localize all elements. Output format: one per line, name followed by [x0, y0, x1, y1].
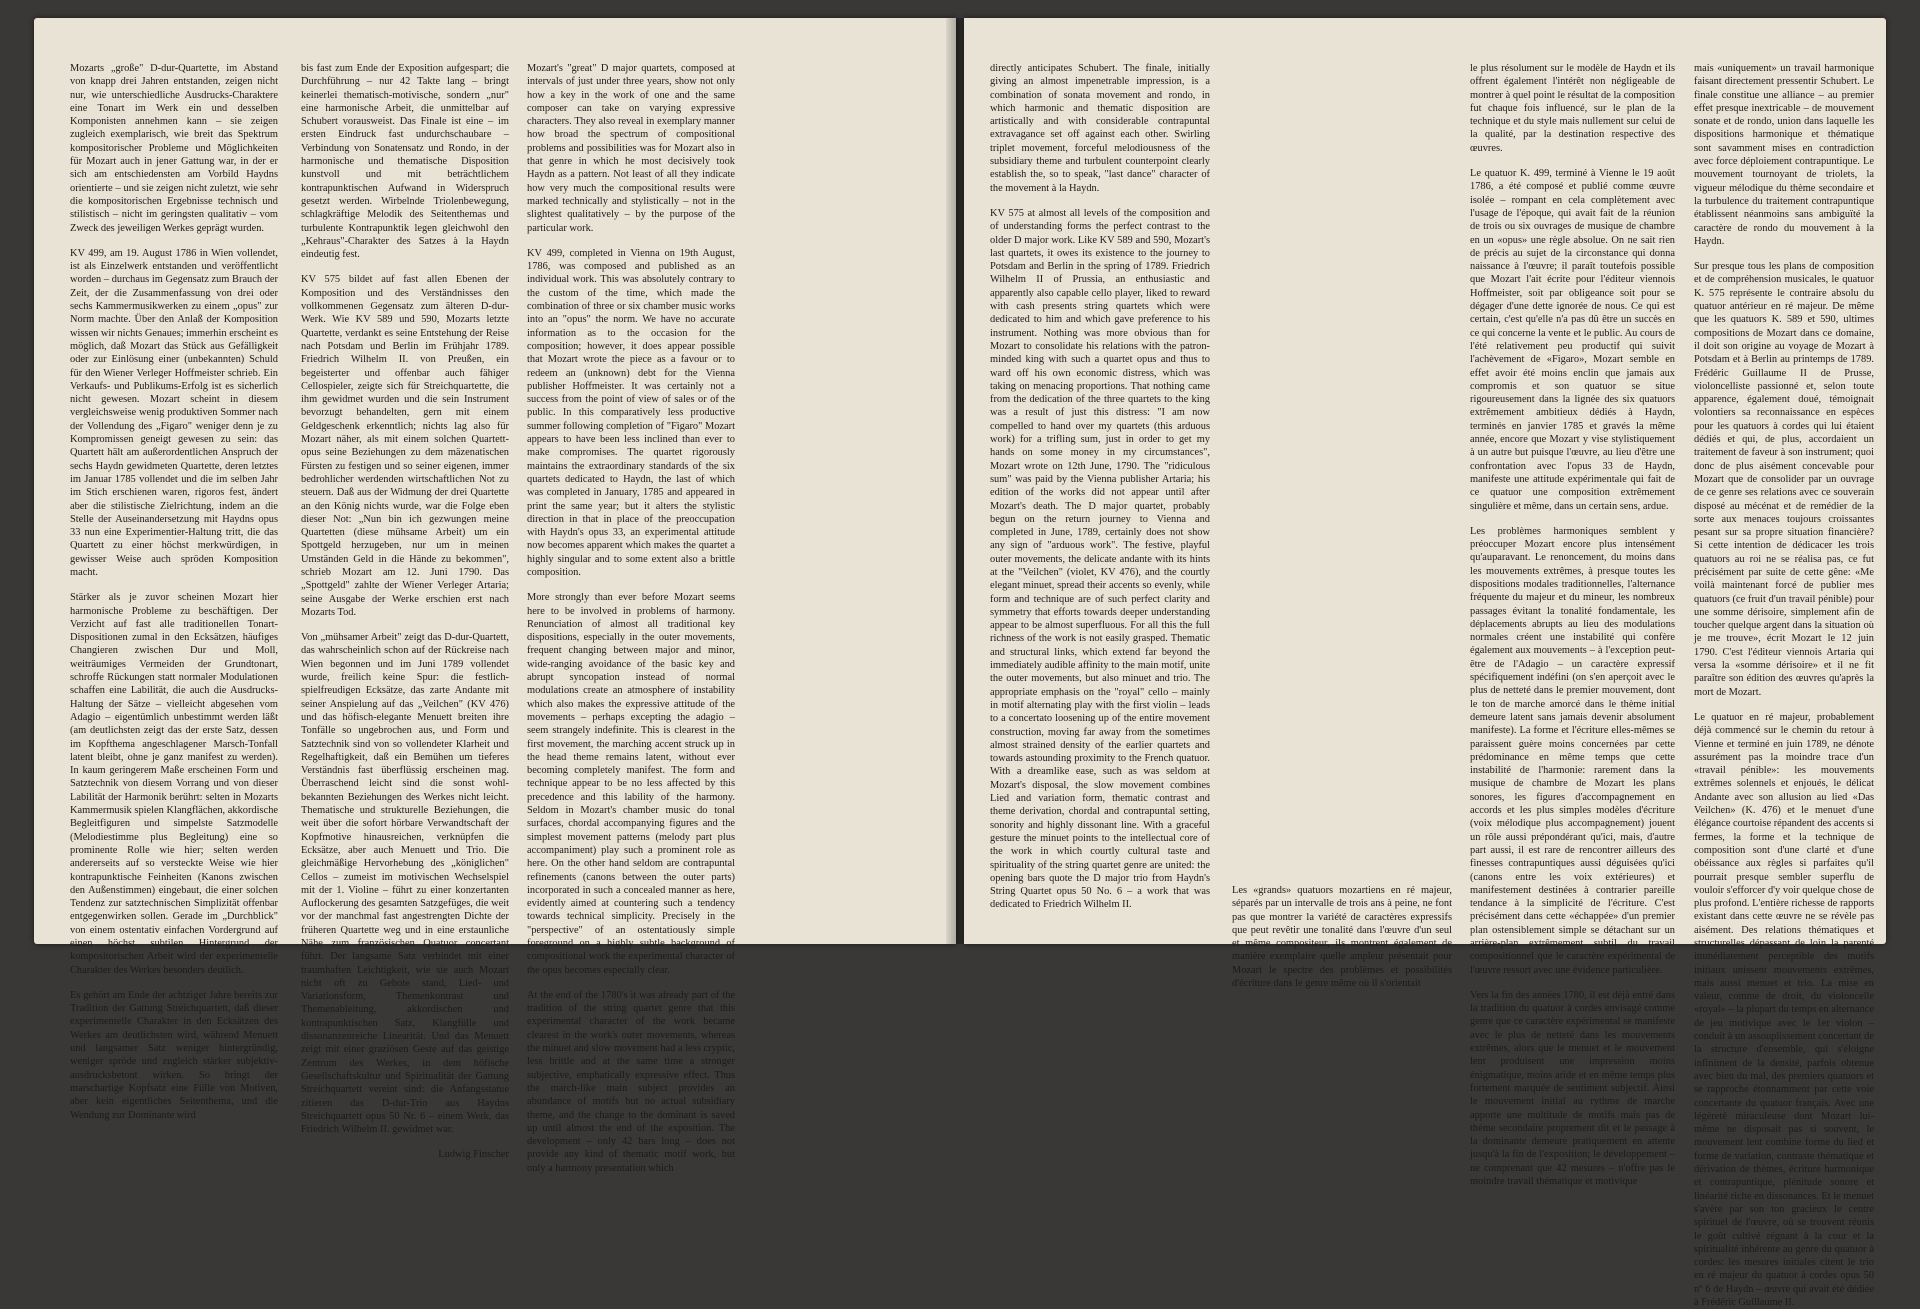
paragraph: directly anticipates Schubert. The finale, initially giving an almost impenetrable impression, is a combination of sonata movement and rondo, in which harmonic and thematic disposition are artistically and with considerable contrapuntal extravagance set off against each other. Swirling triplet movement, forceful melodiousness of the subsidiary theme and turbulent counterpoint clearly establish the, so to speak, "last dance" character of the movement à la Haydn.: [990, 63, 1210, 194]
paragraph: mais «uniquement» un travail harmonique faisant directement pressentir Schubert. Le finale constitue une alliance – au premier effet presque inextricable – de mouvement sonate et de rondo, union dans laquelle les dispositions harmonique et thématique sont savamment mises en contradiction avec force déploiement contrapuntique. Le mouvement tournoyant de triolets, la vigueur mélodique du thème secondaire et la turbulence du traitement contrapuntique établissent néanmoins sans ambiguïté la caractère de rondo du mouvement à la Haydn.: [1694, 63, 1874, 247]
paragraph: Von „mühsamer Arbeit" zeigt das D-dur-Quartett, das wahrscheinlich schon auf der Rückreise nach Wien begonnen und im Juni 1789 vollendet wurde, freilich keine Spur: die festlich-spielfreudigen Ecksätze, das zarte Andante mit seiner Anspielung auf das „Veilchen" (KV 476) und das höfisch-elegante Menuett breiten ihre Tonfälle so ungebrochen aus, und Form und Satztechnik sind von so vollendeter Klarheit und Regelhaftigkeit, daß ein Bemühen um tieferes Verständnis fast überflüssig erscheinen mag. Überraschend leicht sind die sonst wohl-bekannten Beziehungen des Werkes nicht leicht. Thematische und strukturelle Beziehungen, die weit über die sofort hörbare Verwandtschaft der Kopfmotive hinausreichen, verknüpfen die Ecksätze, aber auch Menuett und Trio. Die gleichmäßige Hervorhebung des „königlichen" Cellos – zumeist im motivischen Wechselspiel mit der 1. Violine – führt zu einer konzertanten Auflockerung des gesamten Satzgefüges, die weit vor der manchmal fast angestrengten Dichte der früheren Quartette weg und in eine erstaunliche Nähe zum französischen Quatuor concertant führt. Der langsame Satz verbindet mit einer traumhaften Leichtigkeit, wie sie auch Mozart nicht oft zu Gebote stand, Lied- und Variationsform, Themenkontrast und Themenableitung, akkordischen und kontrapunktischen Satz, Klangfülle und dissonanzenreiche Linearität. Und das Menuett zeigt mit einer graziösen Geste auf das geistige Zentrum des Werkes, in dem höfische Gesellschaftskultur und Spiritualität der Gattung Streichquartett vereint sind: die Anfangsstatue zitieren das D-dur-Trio aus Haydns Streichquartett opus 50 Nr. 6 – einem Werk, das Friedrich Wilhelm II. gewidmet war.: [301, 632, 509, 1136]
french-column-2: [1470, 62, 1675, 1188]
french-column-3: [1694, 62, 1874, 1309]
paragraph: Es gehört am Ende der achtziger Jahre bereits zur Tradition der Gattung Streichquartett, daß dieser experimentelle Charakter in den Ecksätzen des Werkes am deutlichsten wird, während Menuett und langsamer Satz weniger hintergründig, weniger spröde und zugleich stärker subjektiv-ausdrucksbetont wirken. So bringt der marschartige Kopfsatz eine Fülle von Motiven, aber kein eigentliches Seitenthema, und die Wendung zur Dominante wird: [70, 989, 278, 1121]
english-column-2: [990, 62, 1210, 930]
paragraph: KV 499, completed in Vienna on 19th August, 1786, was composed and published as an individual work. This was absolutely contrary to the custom of the time, which made the combination of three or six chamber music works into an "opus" the norm. We have no accurate information as to the occasion for the composition; however, it does appear possible that Mozart wrote the piece as a favour or to redeem an (unknown) debt for the Vienna publisher Hoffmeister. It was certainly not a success from the point of view of sales or of the public. In this comparatively less productive summer following completion of "Figaro" Mozart appears to have been less inclined than ever to make compromises. The quartet rigorously maintains the extraordinary standards of the six quartets dedicated to Haydn, the last of which was completed in January, 1785 and appeared in print the same year; but it alters the stylistic direction in that in place of the preoccupation with Haydn's opus 33, an experimental attitude now becomes apparent which makes the quartet a highly singular and to some extent also a brittle composition.: [527, 247, 735, 578]
german-column-2: [301, 62, 509, 1161]
paragraph: Mozart's "great" D major quartets, composed at intervals of just under three years, show not only how a key in the work of one and the same composer can take on varying expressive characters. They also reveal in exemplary manner how broad the spectrum of compositional problems and possibilities was for Mozart also in that genre in which he most decisively took Haydn as a pattern. Not least of all they indicate how very much the compositional results were marked technically and stylistically – not in the slightest qualitatively – by the purpose of the particular work.: [527, 63, 735, 234]
column-spacer: [1232, 62, 1452, 884]
french-column-1: [1232, 62, 1452, 990]
paragraph: KV 499, am 19. August 1786 in Wien vollendet, ist als Einzelwerk entstanden und veröffentlicht worden – durchaus im Gegensatz zum Brauch der Zeit, der die Zusammenfassung von drei oder sechs Kammermusikwerken zu einem „opus" zur Norm machte. Über den Anlaß der Komposition wissen wir nichts Genaues; immerhin erscheint es möglich, daß Mozart das Stück aus Gefälligkeit oder zur Einlösung einer (unbekannten) Schuld für den Wiener Verleger Hoffmeister schrieb. Ein Verkaufs- und Publikums-Erfolg ist es sicherlich nicht gewesen. Mozart scheint in diesem vergleichsweise wenig produktiven Sommer nach der Vollendung des „Figaro" weniger denn je zu Kompromissen geneigt gewesen zu sein: das Quartett hält am außerordentlichen Anspruch der sechs Haydn gewidmeten Quartette, deren letztes im Januar 1785 vollendet und die im selben Jahr im Stich erschienen waren, rigoros fest, ändert aber die stilistische Zielrichtung, indem an die Stelle der Auseinandersetzung mit Haydns opus 33 nun eine Experimentier-Haltung tritt, die das Quartett zu einer höchst merkwürdigen, in gewisser Weise auch spröden Komposition macht.: [70, 247, 278, 578]
paragraph: KV 575 at almost all levels of the composition and of understanding forms the perfect contrast to the older D major work. Like KV 589 and 590, Mozart's last quartets, it owes its existence to the journey to Potsdam and Berlin in the spring of 1789. Friedrich Wilhelm II of Prussia, an enthusiastic and apparently also capable cello player, liked to reward with cash presents string quartets which were dedicated to him and which gave preference to his instrument. Nothing was more obvious than for Mozart to consolidate his relations with the patron-minded king with such a quartet opus and thus to ward off his own economic distress, which was taking on menacing proportions. That nothing came from the dedication of the three quartets to the king was a result of just this distress: "I am now compelled to hand over my quartets (this arduous work) for a trifling sum, just in order to get my hands on some money in my circumstances", Mozart wrote on 12th June, 1790. The "ridiculous sum" was paid by the Vienna publisher Artaria; his edition of the works did not appear until after Mozart's death. The D major quartet, probably begun on the return journey to Vienna and completed in June, 1789, certainly does not show any sign of "arduous work". The festive, playful outer movements, the delicate andante with its hints at the "Veilchen" (violet, KV 476), and the courtly elegant minuet, spread their accents so evenly, while form and technique are of such perfect clarity and symmetry that efforts towards deeper understanding appear to be almost superfluous. For all this the full richness of the work is not easily grasped. Thematic and structural links, which extend far beyond the immediately audible affinity to the main motif, unite the outer movements, but also minuet and trio. The appropriate emphasis on the "royal" cello – mainly in motif alternating play with the first violin – leads to a concertato loosening up of the entire movement construction, moving far away from the sometimes almost strained density of the earlier quartets and towards astounding proximity to the French quatuor. With a dreamlike ease, such as was seldom at Mozart's disposal, the slow movement combines Lied and variation form, thematic contrast and theme derivation, chordal and contrapuntal setting, sonority and highly dissonant line. With a graceful gesture the minuet points to the intellectual core of the work in which courtly cultural taste and spirituality of the string quartet genre are united: the opening bars quote the D major trio from Haydn's String Quartet opus 50 No. 6 – a work that was dedicated to Friedrich Wilhelm II.: [990, 207, 1210, 911]
paragraph: More strongly than ever before Mozart seems here to be involved in problems of harmony. Renunciation of almost all traditional key dispositions, especially in the outer movements, frequent changing between major and minor, wide-ranging avoidance of the basic key and abrupt syncopation instead of normal modulations create an atmosphere of instability which also makes the expressive attitude of the movements – perhaps excepting the adagio – seem strangely indefinite. This is clearest in the first movement, the marching accent struck up in the head theme remains latent, without ever becoming completely manifest. The form and technique appear to be no less affected by this precedence and this lability of the harmony. Seldom in Mozart's chamber music do tonal surfaces, chordal accompanying figures and the simplest movement patterns (melody part plus accompaniment) play such a prominent role as here. On the other hand seldom are contrapuntal refinements (canons between the outer parts) incorporated in such a concealed manner as here, evidently aimed at countering such a tendency towards technical simplicity. Precisely in the "perspective" of an ostentatiously simple foreground on a highly subtle background of compositional work the experimental character of the opus becomes especially clear.: [527, 592, 735, 976]
paragraph: Sur presque tous les plans de composition et de compréhension musicales, le quatuor K. 575 représente le contraire absolu du quatuor antérieur en ré majeur. De même que les quatuors K. 589 et 590, ultimes compositions de Mozart dans ce domaine, il doit son origine au voyage de Mozart à Potsdam et à Berlin au printemps de 1789. Frédéric Guillaume II de Prusse, violoncelliste passionné et, selon toute apparence, également doué, témoignait volontiers sa reconnaissance en espèces pour les quatuors à cordes qui lui étaient dédiés et qui, de plus, accordaient un traitement de faveur à son instrument; quoi donc de plus aisément concevable pour Mozart que de consolider par un ouvrage de ce genre ses relations avec ce souverain disposé au mécénat et de remédier de la sorte aux menaces toujours croissantes pesant sur sa propre situation financière? Si cette intention de dédicacer les trois quatuors au roi ne se réalisa pas, ce fut précisément par suite de cette gêne: «Me voilà maintenant forcé de publier mes quatuors (ce fruit d'un travail pénible) pour une somme dérisoire, simplement afin de toucher quelque argent dans la situation où je me trouve», écrit Mozart le 12 juin 1790. C'est l'éditeur viennois Artaria qui versa la «somme dérisoire» et il ne fit paraître son édition des œuvres qu'après la mort de Mozart.: [1694, 261, 1874, 698]
paragraph: At the end of the 1780's it was already part of the tradition of the string quartet genre that this experimental character of the work became clearest in the work's outer movements, whereas the minuet and slow movement had a less cryptic, less brittle and at the same time a stronger subjective, emphatically expressive effect. Thus the march-like main subject provides an abundance of motifs but no actual subsidiary theme, and the change to the dominant is saved up until almost the end of the exposition. The development – only 42 bars long – does not provide any kind of thematic motif work, but only a harmony presentation which: [527, 989, 735, 1174]
left-page: [34, 18, 956, 1174]
paragraph: Les problèmes harmoniques semblent y préoccuper Mozart encore plus intensément qu'auparavant. Le renoncement, du moins dans les mouvements extrêmes, à presque toutes les dispositions modales traditionnelles, l'alternance fréquente du majeur et du mineur, les nombreux passages évitant la tonalité fondamentale, les déplacements abrupts au lieu des modulations normales créent une instabilité qui confère également aux mouvements – à l'exception peut-être de l'Adagio – un caractère expressif spécifiquement indéfini (on s'en aperçoit avec le plus de netteté dans le premier mouvement, dont le ton de marche amorcé dans le thème initial demeure latent sans jamais devenir absolument manifeste). La forme et l'écriture elles-mêmes se paraissent guère moins concernées par cette prédominance en même temps que cette instabilité de l'harmonie: rarement dans la musique de chambre de Mozart les plans sonores, les figures d'accompagnement en accords et les plus simples modèles d'écriture (voix mélodique plus accompagnement) jouent un rôle aussi prépondérant qu'ici, mais, d'autre part aussi, il est rare de rencontrer ailleurs des finesses contrapuntiques aussi déguisées qu'ici (canons entre les voix extérieures) et manifestement destinées à contrarier pareille tendance à la simplicité de l'écriture. C'est précisément dans cette «échappée» d'un premier plan ostensiblement simple se détachant sur un arrière-plan extrêmement subtil du travail compositionnel que le caractère expérimental de l'œuvre ressort avec une évidence particulière.: [1470, 525, 1675, 976]
paragraph: Le quatuor K. 499, terminé à Vienne le 19 août 1786, a été composé et publié comme œuvre isolée – rompant en cela complètement avec l'usage de l'époque, qui avait fait de la réunion de trois ou six ouvrages de musique de chambre en un «opus» une règle absolue. On ne sait rien de précis au sujet de la circonstance qui donna naissance à l'œuvre; il paraît toutefois possible que Mozart l'ait écrite pour l'éditeur viennois Hoffmeister, soit par obligeance soit pour se dégager d'une dette ignorée de nous. Ce qui est certain, c'est qu'elle n'a pas dû être un succès en ce qui concerne la vente et le public. Au cours de l'été relativement peu productif qui suivit l'achèvement de «Figaro», Mozart semble en effet avoir été moins enclin que jamais aux compromis et son quatuor se situe rigoureusement dans la lignée des six quatuors extrêmement ambitieux dédiés à Haydn, terminés en janvier 1785 et gravés la même année, encore que Mozart y vise stylistiquement à un autre but puisque l'œuvre, au lieu d'être une confrontation avec l'opus 33 de Haydn, manifeste une attitude expérimentale qui fait de ce quatuor une composition extrêmement singulière et même, dans un certain sens, ardue.: [1470, 168, 1675, 512]
paragraph: Les «grands» quatuors mozartiens en ré majeur, séparés par un intervalle de trois ans à peine, ne font pas que montrer la variété de caractères expressifs que peut revêtir une tonalité dans l'œuvre d'un seul et même compositeur, ils montrent également de manière exemplaire quelle ampleur présentait pour Mozart le spectre des problèmes et possibilités d'écriture dans le genre même où il s'orientait: [1232, 885, 1452, 990]
paragraph: Le quatuor en ré majeur, probablement déjà commencé sur le chemin du retour à Vienne et terminé en juin 1789, ne dénote assurément pas la moindre trace d'un «travail pénible»: les mouvements extrêmes solennels et enjoués, le délicat Andante avec son allusion au lied «Das Veilchen» (K. 476) et le menuet d'une élégance courtoise répandent des accents si fermes, la forme et la technique de composition sont d'une clarté et d'une obéissance aux règles si parfaites qu'il pourrait presque sembler superflu de vouloir s'efforcer d'y voir quelque chose de plus profond. L'entière richesse de rapports existant dans cette œuvre ne se révèle pas aisément. Des relations thématiques et structurelles dépassant de loin la parenté immédiatement perceptible des motifs initiaux unissent mouvements extrêmes, mais aussi menuet et trio. La mise en valeur, comme de droit, du violoncelle «royal» – la plupart du temps en alternance de jeu motivique avec le 1er violon – conduit à un assouplissement concertant de la structure d'ensemble, qui s'éloigne infiniment de la densité, parfois obtenue avec bien du mal, des premiers quatuors et se rapproche étonnamment par cette voie concertante du quatuor français. Avec une légèreté miraculeuse dont Mozart lui-même ne disposait pas si souvent, le mouvement lent combine forme du lied et forme de variation, contraste thématique et dérivation de thèmes, écriture harmonique et contrapuntique, plénitude sonore et linéarité riche en dissonances. Et le menuet s'avère par son ton gracieux le centre spirituel de l'œuvre, où se trouvent réunis le goût cultivé régnant à la cour et la spiritualité inhérente au genre du quatuor à cordes: les mesures initiales citent le trio en ré majeur du quatuor à cordes opus 50 nº 6 de Haydn – œuvre qui avait été dédiée à Frédéric Guillaume II.: [1694, 711, 1874, 1309]
german-column-1: [70, 62, 278, 1121]
right-page: [964, 18, 1886, 1309]
paragraph: Vers la fin des années 1780, il est déjà entré dans la tradition du quatuor à cordes envisagé comme genre que ce caractère expérimental se manifeste avec le plus de netteté dans les mouvements extrêmes, alors que le menuet et le mouvement lent produisent une impression moins énigmatique, moins aride et en même temps plus fortement marquée de sentiment subjectif. Ainsi le mouvement initial au rythme de marche apporte une multitude de motifs mais pas de thème secondaire proprement dit et le passage à la dominante demeure pratiquement en attente jusqu'à la fin de l'exposition; le développement – ne comprenant que 42 mesures – n'offre pas le moindre travail thématique et motivique: [1470, 989, 1675, 1188]
paragraph: Stärker als je zuvor scheinen Mozart hier harmonische Probleme zu beschäftigen. Der Verzicht auf fast alle traditionellen Tonart-Dispositionen zumal in den Ecksätzen, häufiges Changieren zwischen Dur und Moll, weiträumiges Vermeiden der Grundtonart, schroffe Rückungen statt normaler Modulationen schaffen eine Labilität, die auch die Ausdrucks-Haltung der Sätze – vielleicht abgesehen vom Adagio – eigentümlich unbestimmt werden läßt (am deutlichsten zeigt das der erste Satz, dessen im Kopfthema angeschlagener Marsch-Tonfall latent bleibt, ohne je ganz manifest zu werden). In kaum geringerem Maße erscheinen Form und Satztechnik von diesem Vorrang und von dieser Labilität der Harmonik berührt: selten in Mozarts Kammermusik spielen Klangflächen, akkordische Begleitfiguren und simpelste Satzmodelle (Melodiestimme plus Begleitung) eine so prominente Rolle wie hier; selten werden andererseits auf so versteckte Weise wie hier kontrapunktische Feinheiten (Kanons zwischen den Außenstimmen) eingebaut, die einer solchen Tendenz zur satztechnischen Simplizität offenbar entgegenwirken sollen. Gerade im „Durchblick" von einem ostentativ einfachen Vordergrund auf einen höchst subtilen Hintergrund der kompositorischen Arbeit wird der experimentelle Charakter des Werkes besonders deutlich.: [70, 592, 278, 976]
english-column-1: [527, 62, 735, 1174]
author-signature: Ludwig Finscher: [438, 1149, 509, 1161]
paragraph: KV 575 bildet auf fast allen Ebenen der Komposition und des Verständnisses den vollkommenen Gegensatz zum älteren D-dur-Werk. Wie KV 589 und 590, Mozarts letzte Quartette, verdankt es seine Entstehung der Reise nach Potsdam und Berlin im Frühjahr 1789. Friedrich Wilhelm II. von Preußen, ein begeisterter und offenbar auch fähiger Cellospieler, zeigte sich für Streichquartette, die ihm gewidmet wurden und die sein Instrument bevorzugt behandelten, gern mit einem Geldgeschenk erkenntlich; nichts lag also für Mozart näher, als mit einem solchen Quartett-opus seine Beziehungen zu dem mäzenatischen Fürsten zu festigen und so seiner eigenen, immer bedrohlicher werdenden wirtschaftlichen Not zu steuern. Daß aus der Widmung der drei Quartette an den König nichts wurde, war die Folge eben dieser Not: „Nun bin ich gezwungen meine Quartetten (diese mühsame Arbeit) um ein Spottgeld herzugeben, nur um in meinen Umständen Geld in die Hände zu bekommen", schrieb Mozart am 12. Juni 1790. Das „Spottgeld" zahlte der Wiener Verleger Artaria; seine Ausgabe der Werke erschien erst nach Mozarts Tod.: [301, 274, 509, 618]
paragraph: Mozarts „große" D-dur-Quartette, im Abstand von knapp drei Jahren entstanden, zeigen nicht nur, wie unterschiedliche Ausdrucks-Charaktere eine Tonart im Werk ein und desselben Komponisten annehmen kann – sie zeigen zugleich exemplarisch, wie breit das Spektrum kompositorischer Probleme und Möglichkeiten für Mozart auch in jener Gattung war, in der er sich am entschiedensten am Vorbild Haydns orientierte – und sie zeigen nicht zuletzt, wie sehr die kompositorischen Ergebnisse technisch und stilistisch – nicht im geringsten qualitativ – vom Zweck des jeweiligen Werkes geprägt wurden.: [70, 63, 278, 234]
paragraph: bis fast zum Ende der Exposition aufgespart; die Durchführung – nur 42 Takte lang – bringt keinerlei thematisch-motivische, sondern „nur" eine harmonische Arbeit, die unmittelbar auf Schubert vorausweist. Das Finale ist eine – im ersten Eindruck fast undurchschaubare – Verbindung von Sonatensatz und Rondo, in der harmonische und thematische Disposition kunstvoll und mit beträchtlichem kontrapunktischen Aufwand in Widerspruch gesetzt werden. Wirbelnde Triolenbewegung, schlagkräftige Melodik des Seitenthemas und turbulente Kontrapunktik legen gleichwohl den „Kehraus"-Charakter des Satzes à la Haydn eindeutig fest.: [301, 63, 509, 261]
paragraph: le plus résolument sur le modèle de Haydn et ils offrent également l'intérêt non négligeable de montrer à quel point le résultat de la composition fut chaque fois influencé, sur le plan de la technique et du style mais nullement sur celui de la qualité, par la destination respective des œuvres.: [1470, 63, 1675, 154]
